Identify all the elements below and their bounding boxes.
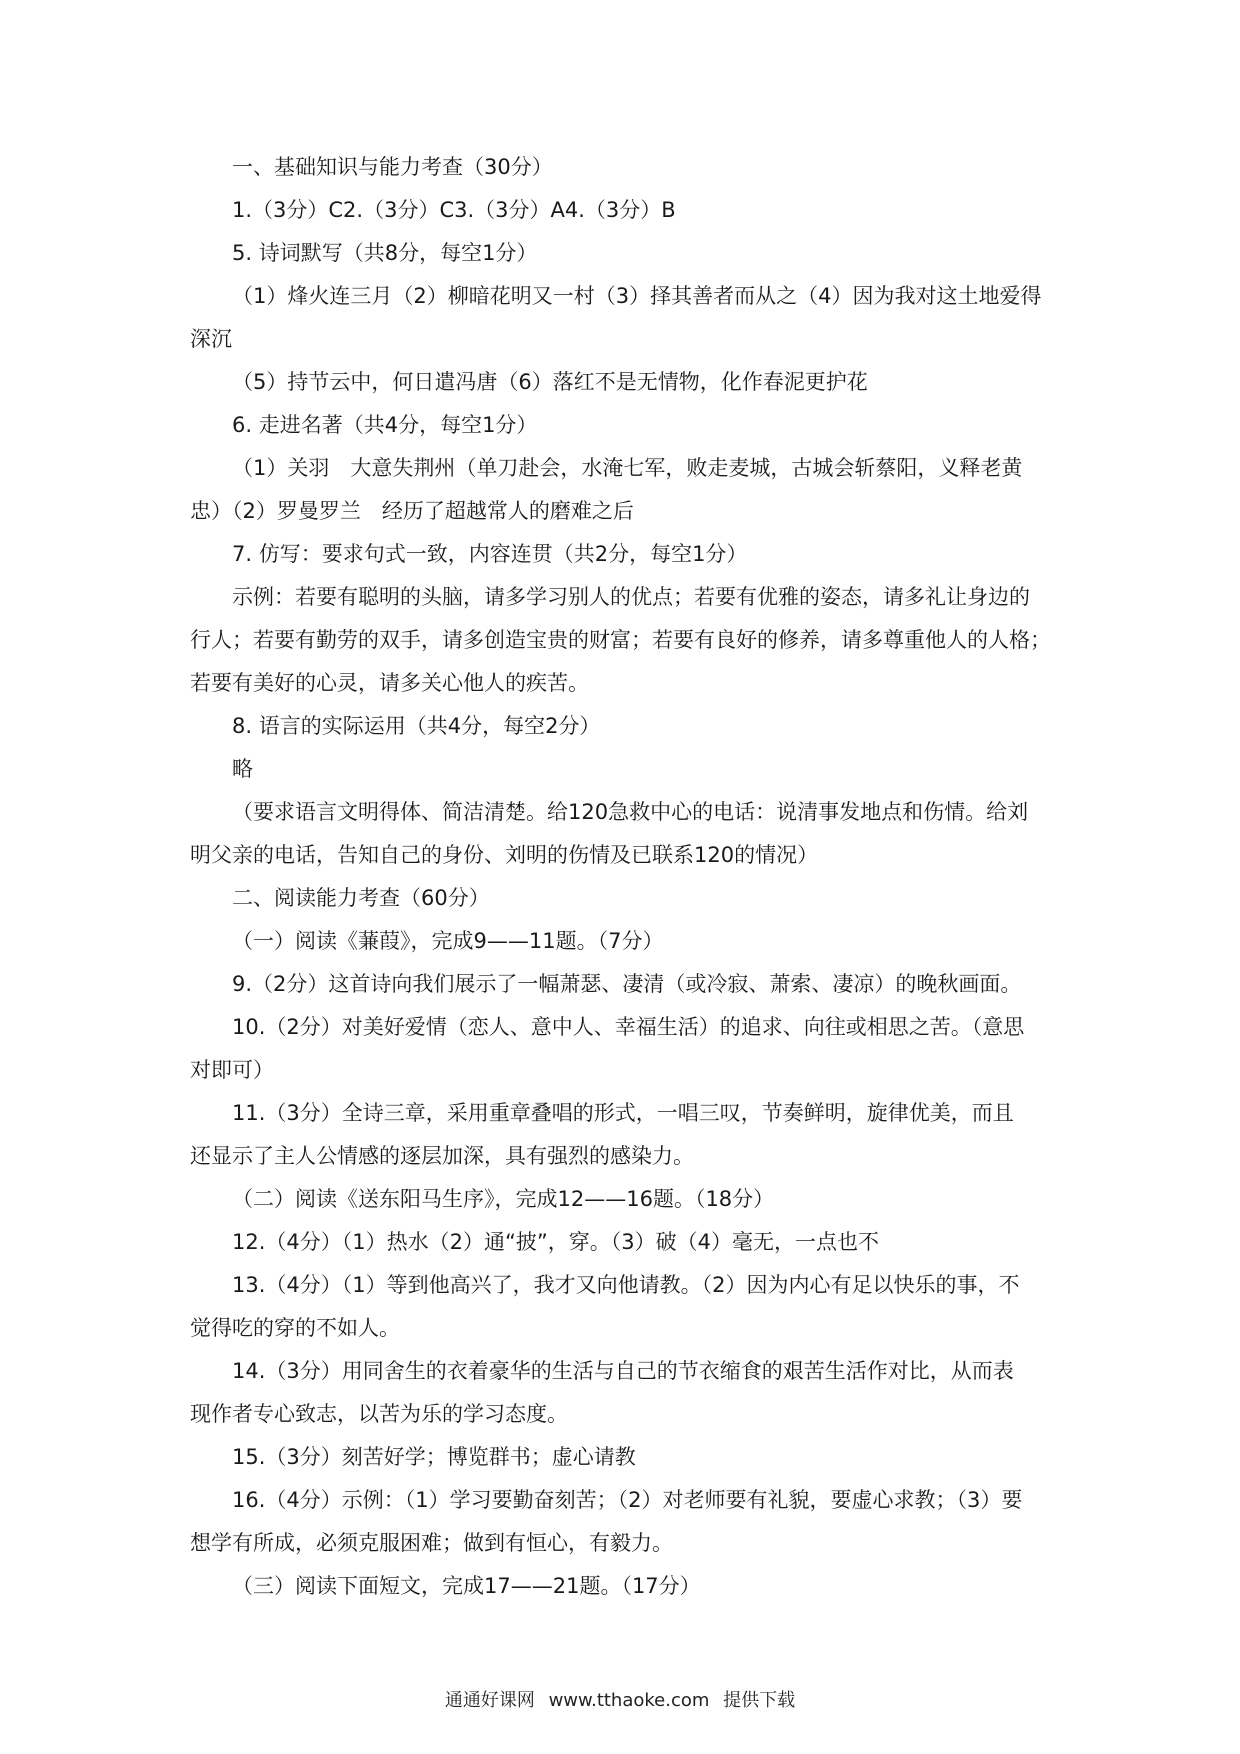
text-line: 深沉 [190, 327, 232, 351]
text-line: 6. 走进名著（共4分，每空1分） [232, 413, 538, 437]
text-line: 若要有美好的心灵，请多关心他人的疾苦。 [190, 671, 589, 695]
text-line: 对即可） [190, 1058, 274, 1082]
text-line: 5. 诗词默写（共8分，每空1分） [232, 241, 538, 265]
text-line: 15.（3分）刻苦好学；博览群书；虚心请教 [232, 1445, 636, 1469]
text-line: 觉得吃的穿的不如人。 [190, 1316, 400, 1340]
text-line: （1）烽火连三月（2）柳暗花明又一村（3）择其善者而从之（4）因为我对这土地爱得 [232, 284, 1042, 308]
text-line: 明父亲的电话，告知自己的身份、刘明的伤情及已联系120的情况） [190, 843, 819, 867]
text-line: 略 [232, 757, 253, 781]
text-line: 现作者专心致志，以苦为乐的学习态度。 [190, 1402, 568, 1426]
text-line: 一、基础知识与能力考查（30分） [232, 155, 553, 179]
footer-url: www.tthaoke.com [548, 1690, 710, 1711]
text-line: （二）阅读《送东阳马生序》，完成12——16题。（18分） [232, 1187, 775, 1211]
text-line: 行人；若要有勤劳的双手，请多创造宝贵的财富；若要有良好的修养，请多尊重他人的人格； [190, 628, 1051, 652]
page-footer [0, 1688, 1240, 1714]
text-line: 示例：若要有聪明的头脑，请多学习别人的优点；若要有优雅的姿态，请多礼让身边的 [232, 585, 1030, 609]
text-line: 12.（4分）（1）热水（2）通“披”，穿。（3）破（4）毫无，一点也不 [232, 1230, 879, 1254]
text-line: （一）阅读《蒹葭》，完成9——11题。（7分） [232, 929, 664, 953]
text-line: 8. 语言的实际运用（共4分，每空2分） [232, 714, 601, 738]
footer-note: 提供下载 [723, 1690, 796, 1711]
text-line: （要求语言文明得体、简洁清楚。给120急救中心的电话：说清事发地点和伤情。给刘 [232, 800, 1029, 824]
text-line: （三）阅读下面短文，完成17——21题。（17分） [232, 1574, 701, 1598]
text-line: 1.（3分）C2.（3分）C3.（3分）A4.（3分）B [232, 198, 676, 222]
answer-key-body [190, 146, 1060, 1608]
text-line: 想学有所成，必须克服困难；做到有恒心，有毅力。 [190, 1531, 673, 1555]
text-line: 13.（4分）（1）等到他高兴了，我才又向他请教。（2）因为内心有足以快乐的事，不 [232, 1273, 1020, 1297]
text-line: 11.（3分）全诗三章，采用重章叠唱的形式，一唱三叹，节奏鲜明，旋律优美，而且 [232, 1101, 1014, 1125]
text-line: 7. 仿写：要求句式一致，内容连贯（共2分，每空1分） [232, 542, 748, 566]
text-line: 16.（4分）示例：（1）学习要勤奋刻苦；（2）对老师要有礼貌，要虚心求教；（3）要 [232, 1488, 1023, 1512]
text-line: （5）持节云中，何日遣冯唐（6）落红不是无情物，化作春泥更护花 [232, 370, 868, 394]
text-line: （1）关羽 大意失荆州（单刀赴会，水淹七军，败走麦城，古城会斩蔡阳，义释老黄 [232, 456, 1023, 480]
text-line: 14.（3分）用同舍生的衣着豪华的生活与自己的节衣缩食的艰苦生活作对比，从而表 [232, 1359, 1014, 1383]
text-line: 9.（2分）这首诗向我们展示了一幅萧瑟、凄清（或冷寂、萧索、凄凉）的晚秋画面。 [232, 972, 1022, 996]
text-line: 10.（2分）对美好爱情（恋人、意中人、幸福生活）的追求、向往或相思之苦。（意思 [232, 1015, 1025, 1039]
text-line: 忠）（2）罗曼罗兰 经历了超越常人的磨难之后 [190, 499, 634, 523]
text-line: 二、阅读能力考查（60分） [232, 886, 490, 910]
footer-site-name: 通通好课网 [444, 1690, 535, 1711]
text-line: 还显示了主人公情感的逐层加深，具有强烈的感染力。 [190, 1144, 694, 1168]
